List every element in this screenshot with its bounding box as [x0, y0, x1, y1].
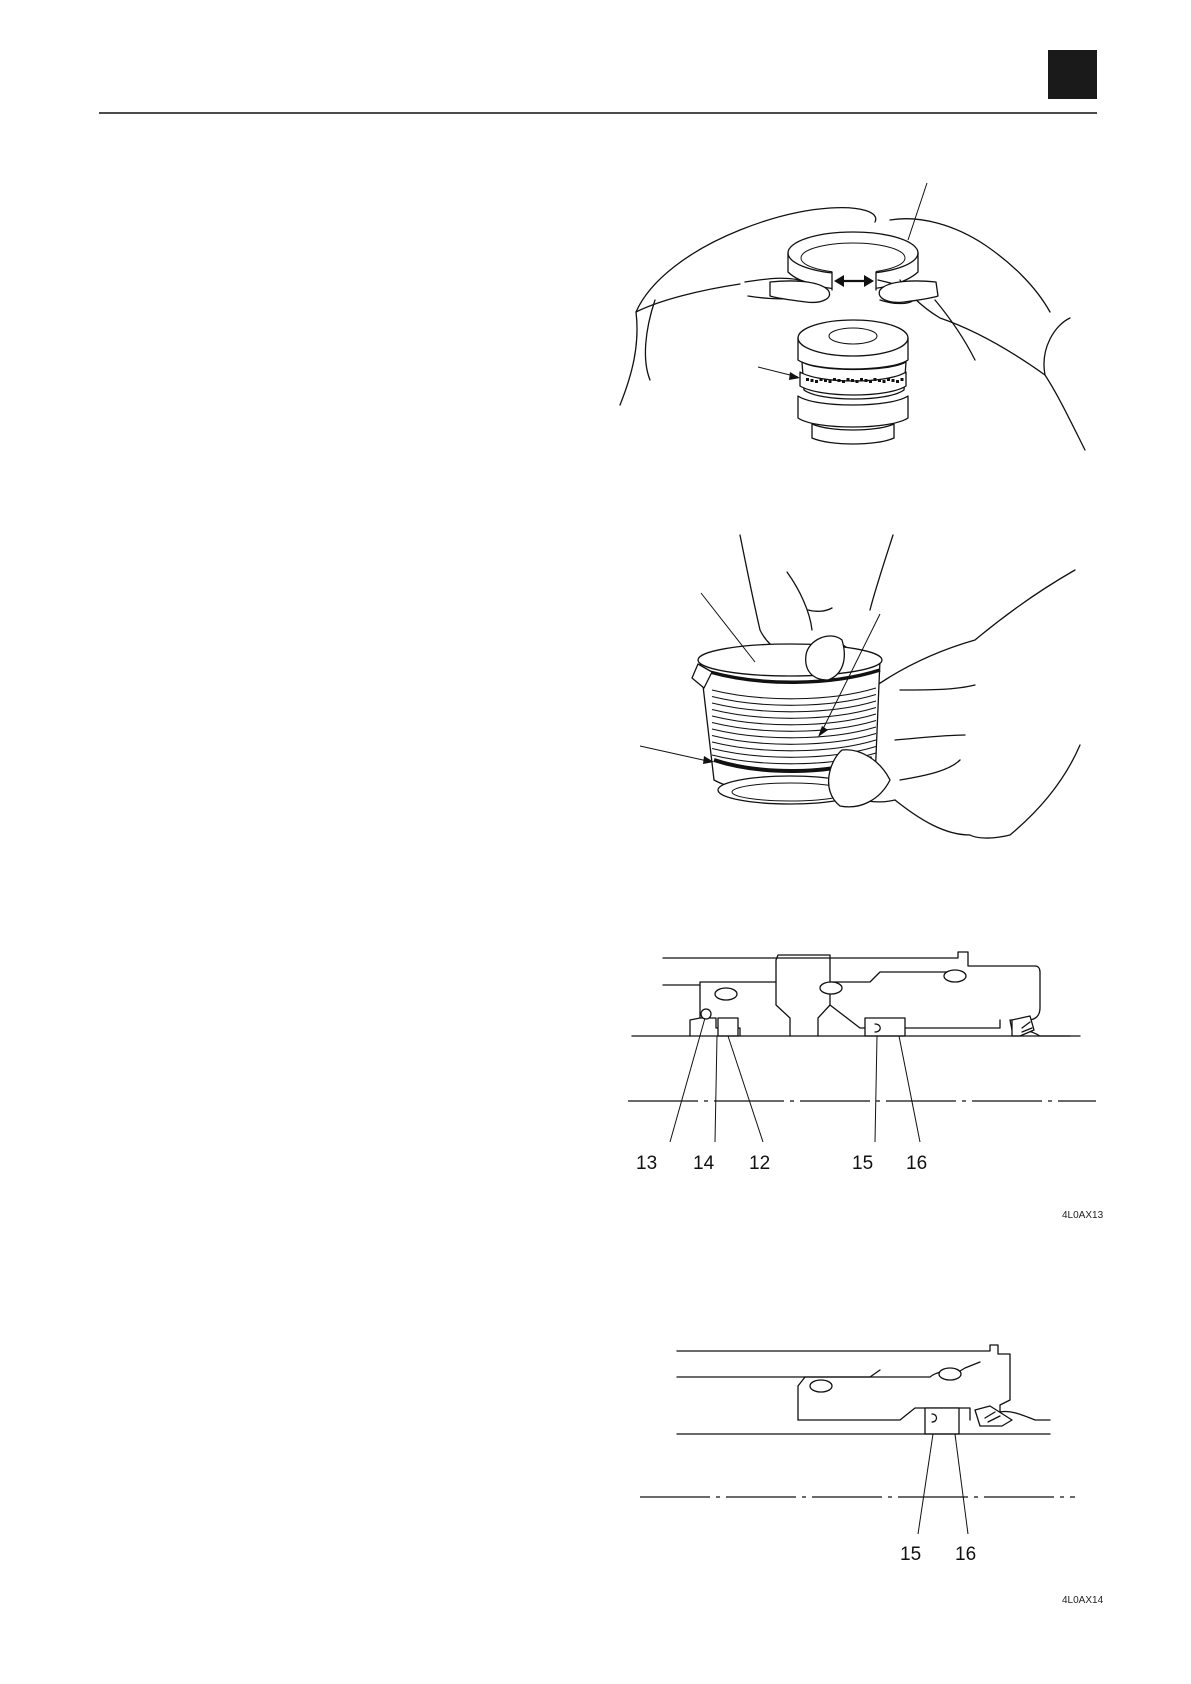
seal-pattern-dot — [838, 379, 841, 382]
page-header — [99, 50, 1097, 113]
figure-3-section-diagram — [628, 952, 1104, 1221]
callout-16: 16 — [955, 1544, 977, 1565]
callout-16: 16 — [906, 1153, 928, 1174]
figure-code: 4L0AX13 — [1062, 1210, 1104, 1221]
seal-pattern-dot — [806, 378, 809, 381]
seal-pattern-dot — [860, 378, 863, 381]
section-tab — [1048, 50, 1097, 99]
seal-pattern-dot — [865, 379, 868, 382]
seal-pattern-dot — [833, 378, 836, 381]
callout-13: 13 — [636, 1153, 658, 1174]
figure-code: 4L0AX14 — [1062, 1595, 1104, 1606]
seal-pattern-dot — [892, 379, 895, 382]
seal-pattern-dot — [887, 378, 890, 381]
seal-pattern-dot — [901, 378, 904, 381]
seal-pattern-dot — [856, 380, 859, 383]
seal-pattern-dot — [883, 380, 886, 383]
seal-pattern-dot — [878, 379, 881, 382]
seal-pattern-dot — [815, 380, 818, 383]
seal-pattern-dot — [874, 378, 877, 381]
seal-pattern-dot — [851, 379, 854, 382]
callout-15: 15 — [852, 1153, 874, 1174]
figure-4-section-diagram — [640, 1345, 1104, 1606]
seal-pattern-dot — [820, 378, 823, 381]
seal-pattern-dot — [824, 379, 827, 382]
figure-2-seal-installation — [640, 535, 1080, 838]
callout-14: 14 — [693, 1153, 715, 1174]
callout-12: 12 — [749, 1153, 771, 1174]
seal-pattern-dot — [842, 380, 845, 383]
seal-pattern-dot — [829, 380, 832, 383]
seal-pattern-dot — [847, 378, 850, 381]
seal-pattern-dot — [896, 380, 899, 383]
callout-15: 15 — [900, 1544, 922, 1565]
seal-pattern-dot — [811, 379, 814, 382]
seal-pattern-dot — [869, 380, 872, 383]
figure-1-ring-expansion — [620, 183, 1085, 450]
